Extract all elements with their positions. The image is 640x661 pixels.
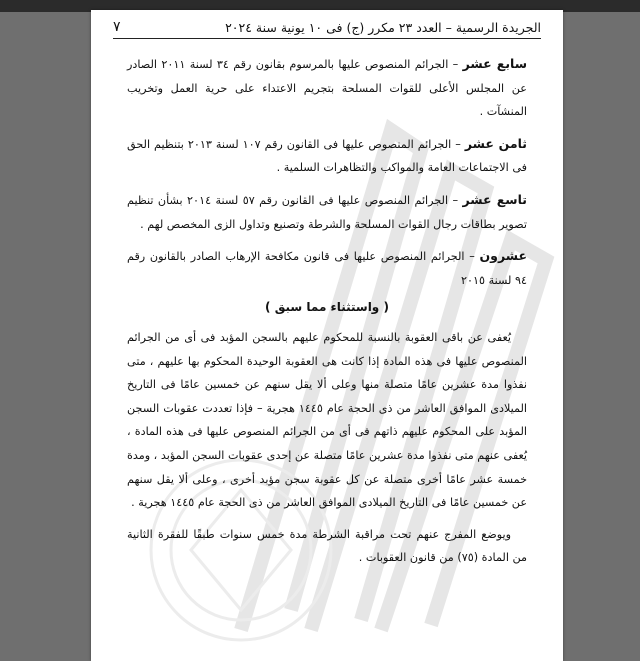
item-label: عشرون: [479, 248, 527, 264]
document-page: [91, 10, 563, 661]
section-title: ( واستثناء مما سبق ): [265, 300, 389, 315]
list-item: [127, 244, 527, 292]
list-item: [127, 52, 527, 124]
item-text: – الجرائم المنصوص عليها فى القانون رقم ١٠٧ لسنة ٢٠١٣ بتنظيم الحق فى الاجتماعات العامة والمواكب والتظاهرات السلمية .: [127, 137, 527, 175]
gazette-header: [113, 16, 541, 39]
item-text: – الجرائم المنصوص عليها بالمرسوم بقانون رقم ٣٤ لسنة ٢٠١١ الصادر عن المجلس الأعلى للقوات المسلحة بتجريم الاعتداء على حرية العمل وتخريب المنشآت .: [127, 58, 527, 119]
item-label: ثامن عشر: [464, 135, 528, 151]
document-body: [127, 52, 527, 572]
body-paragraph: ويوضع المفرج عنهم تحت مراقبة الشرطة مدة خمس سنوات طبقًا للفقرة الثانية من المادة (٧٥) من قانون العقوبات .: [127, 527, 527, 565]
item-label: سابع عشر: [462, 56, 527, 71]
body-paragraph: يُعفى عن باقى العقوبة بالنسبة للمحكوم عليهم بالسجن المؤبد فى أى من الجرائم المنصوص عليها فى هذه المادة إذا كانت هى العقوبة الوحيدة المحكوم بها عليهم ، متى نفذوا مدة عشرين عامًا متصلة منها وعلى ألا يقل سنهم عن خمسين عامًا فى التاريخ الميلادى الموافق العاشر من ذى الحجة عام ١٤٤٥ هجرية – فإذا تعددت عقوبات السجن المؤبد على المحكوم عليهم ذاتهم فى أى من الجرائم المنصوص عليها فى هذه المادة ، يُعفى عنهم متى نفذوا مدة عشرين عامًا متصلة عن إحدى عقوبات السجن المؤبد ، ومدة خمسة عشر عامًا أخرى متصلة عن كل عقوبة سجن مؤبد أخرى ، وعلى ألا يقل سنهم عن خمسين عامًا فى التاريخ الميلادى الموافق العاشر من ذى الحجة عام ١٤٤٥ هجرية .: [127, 330, 528, 510]
item-text: – الجرائم المنصوص عليها فى قانون مكافحة الإرهاب الصادر بالقانون رقم ٩٤ لسنة ٢٠١٥: [127, 250, 527, 287]
list-item: [127, 132, 527, 180]
item-text: – الجرائم المنصوص عليها فى القانون رقم ٥٧ لسنة ٢٠١٤ بشأن تنظيم تصوير بطاقات رجال القوات المسلحة والشرطة وتصنيع وتداول الزى المخصص لهم .: [127, 193, 527, 231]
list-item: [127, 188, 527, 236]
page-number: ٧: [113, 19, 121, 35]
item-label: تاسع عشر: [462, 191, 527, 207]
header-title: الجريدة الرسمية – العدد ٢٣ مكرر (ج) فى ١٠ يونية سنة ٢٠٢٤: [225, 19, 541, 35]
